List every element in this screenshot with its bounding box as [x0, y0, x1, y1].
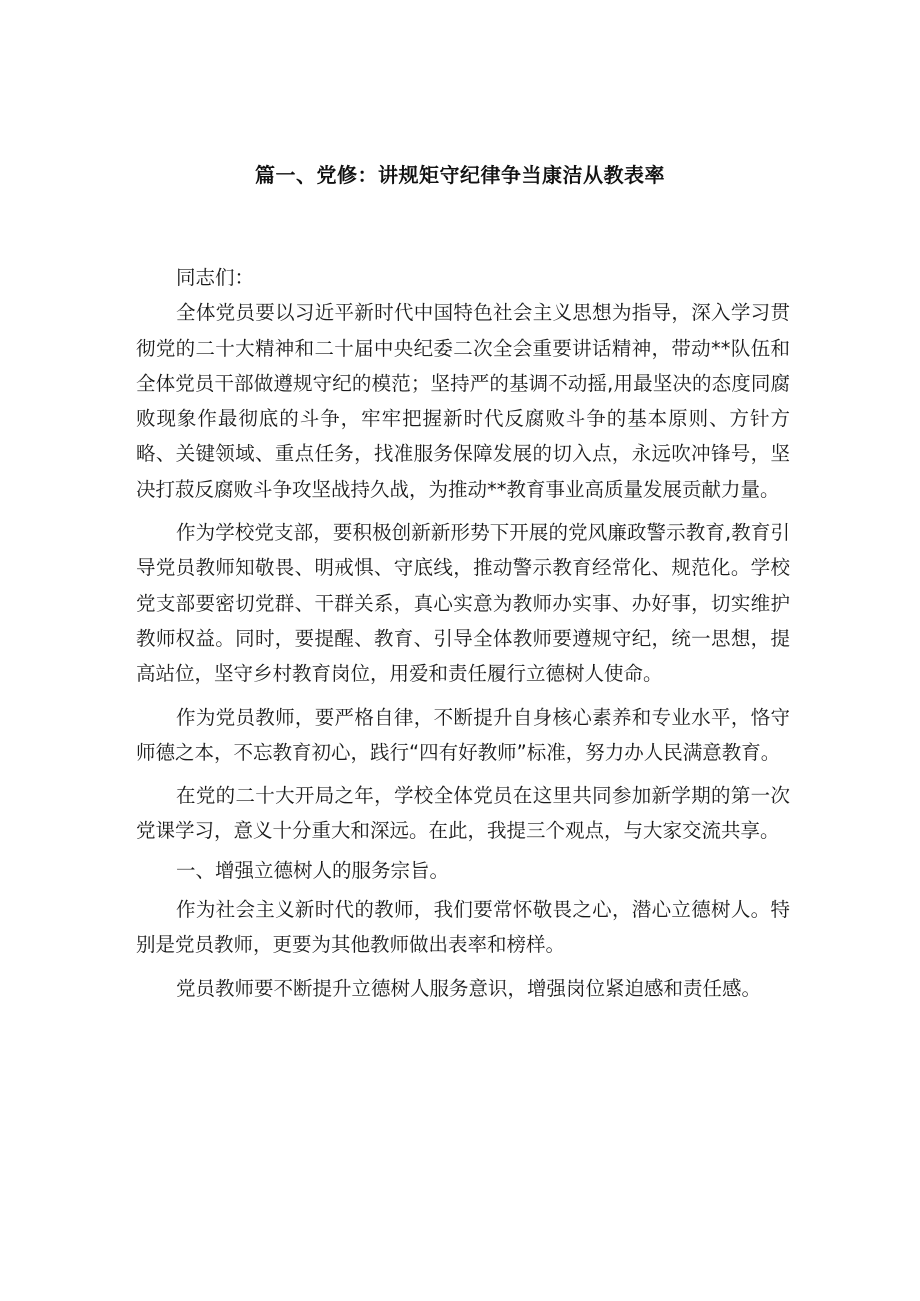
document-title: 篇一、党修：讲规矩守纪律争当康洁从教表率: [255, 163, 665, 187]
paragraph-2: 作为学校党支部，要积极创新新形势下开展的党风廉政警示教育,教育引导党员教师知敬畏、明戒惧、守底线，推动警示教育经常化、规范化。学校党支部要密切党群、干群关系，真心实意为教师办实事、办好事，切实维护教师权益。同时，要提醒、教育、引导全体教师要遵规守纪，统一思想，提高站位，坚守乡村教育岗位，用爱和责任履行立德树人使命。: [136, 521, 790, 686]
paragraph-3: 作为党员教师，要严格自律，不断提升自身核心素养和专业水平，恪守师德之本，不忘教育初心，践行“四有好教师”标准，努力办人民满意教育。: [136, 705, 790, 764]
paragraph-1: 全体党员要以习近平新时代中国特色社会主义思想为指导，深入学习贯彻党的二十大精神和二十届中央纪委二次全会重要讲话精神，带动**队伍和全体党员干部做遵规守纪的模范；坚持严的基调不动摇,用最坚决的态度同腐败现象作最彻底的斗争，牢牢把握新时代反腐败斗争的基本原则、方针方略、关键领域、重点任务，找准服务保障发展的切入点，永远吹冲锋号，坚决打菽反腐败斗争攻坚战持久战，为推动**教育事业高质量发展贡献力量。: [136, 301, 790, 501]
paragraph-4: 在党的二十大开局之年，学校全体党员在这里共同参加新学期的第一次党课学习，意义十分重大和深远。在此，我提三个观点，与大家交流共享。: [136, 784, 790, 843]
document-body: [136, 260, 790, 1006]
paragraph-6: 党员教师要不断提升立德树人服务意识，增强岗位紧迫感和责任感。: [176, 976, 762, 1000]
paragraph-5: 作为社会主义新时代的教师，我们要常怀敬畏之心，潜心立德树人。特别是党员教师，更要为其他教师做出表率和榜样。: [136, 898, 790, 957]
section-heading-1: 一、增强立德树人的服务宗旨。: [176, 858, 450, 882]
salutation: 同志们：: [176, 266, 255, 289]
